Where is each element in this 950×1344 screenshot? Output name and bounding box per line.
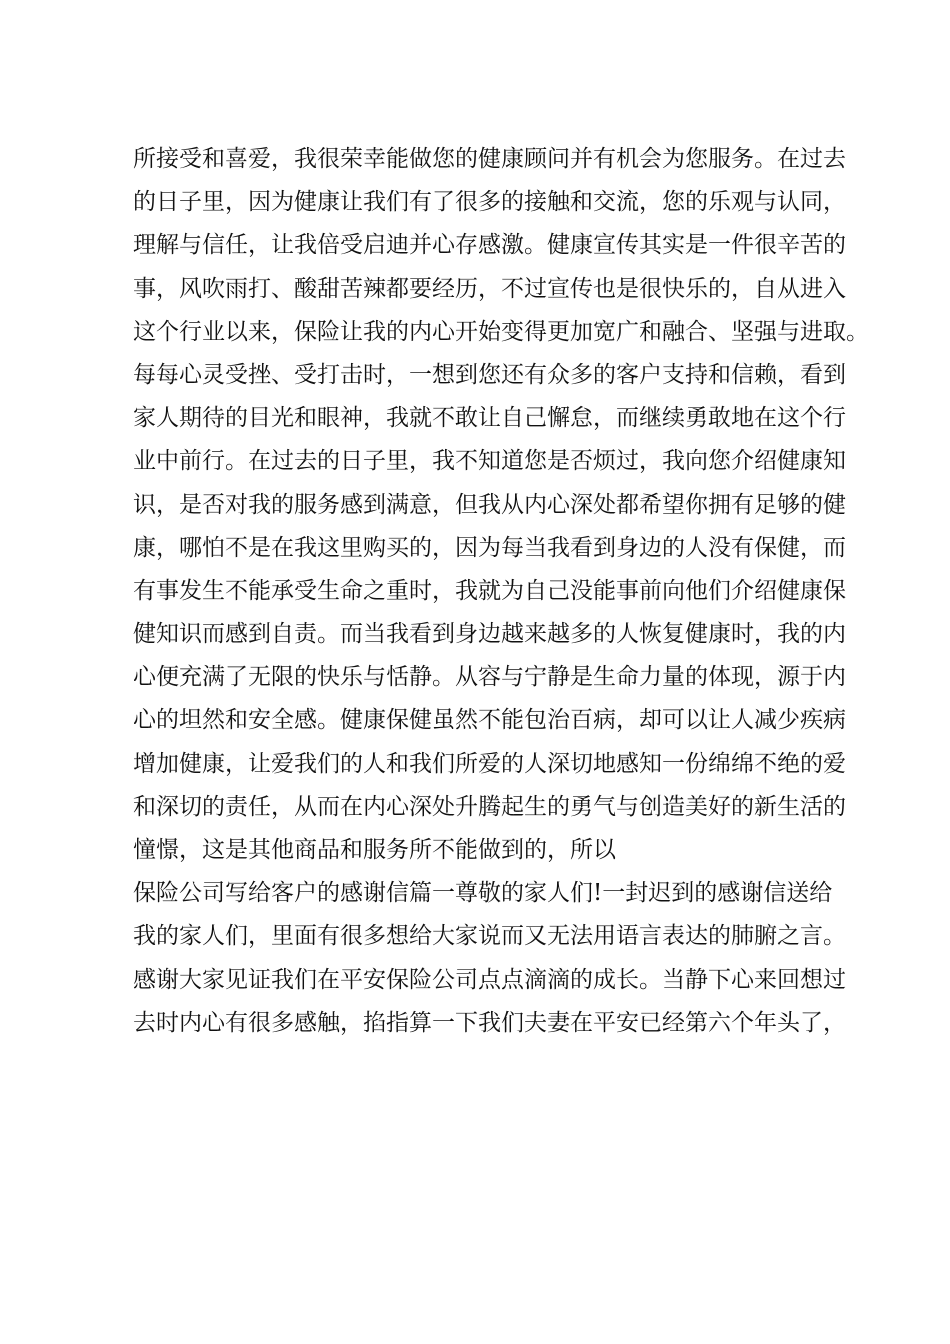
body-text [133,138,869,1045]
text-line: 识，是否对我的服务感到满意，但我从内心深处都希望你拥有足够的健 [133,491,846,518]
text-line: 保险公司写给客户的感谢信篇一尊敬的家人们!一封迟到的感谢信送给 [133,880,833,907]
text-line: 这个行业以来，保险让我的内心开始变得更加宽广和融合、坚强与进取。 [133,318,869,345]
text-line: 健知识而感到自责。而当我看到身边越来越多的人恢复健康时，我的内 [133,621,846,648]
text-line: 事，风吹雨打、酸甜苦辣都要经历，不过宣传也是很快乐的，自从进入 [133,275,846,302]
text-line: 业中前行。在过去的日子里，我不知道您是否烦过，我向您介绍健康知 [133,448,846,475]
text-line: 心便充满了无限的快乐与恬静。从容与宁静是生命力量的体现，源于内 [133,664,846,691]
text-line: 感谢大家见证我们在平安保险公司点点滴滴的成长。当静下心来回想过 [133,966,846,993]
text-line: 去时内心有很多感触，掐指算一下我们夫妻在平安已经第六个年头了， [133,1009,846,1036]
text-line: 康，哪怕不是在我这里购买的，因为每当我看到身边的人没有保健，而 [133,534,846,561]
text-line: 的日子里，因为健康让我们有了很多的接触和交流，您的乐观与认同， [133,189,846,216]
text-line: 有事发生不能承受生命之重时，我就为自己没能事前向他们介绍健康保 [133,577,846,604]
text-line: 每每心灵受挫、受打击时，一想到您还有众多的客户支持和信赖，看到 [133,361,846,388]
text-line: 和深切的责任，从而在内心深处升腾起生的勇气与创造美好的新生活的 [133,793,846,820]
text-line: 家人期待的目光和眼神，我就不敢让自己懈怠，而继续勇敢地在这个行 [133,405,846,432]
text-line: 憧憬，这是其他商品和服务所不能做到的，所以 [133,837,616,863]
text-line: 心的坦然和安全感。健康保健虽然不能包治百病，却可以让人减少疾病 [133,707,846,734]
text-line: 理解与信任，让我倍受启迪并心存感激。健康宣传其实是一件很辛苦的 [133,232,846,259]
text-line: 所接受和喜爱，我很荣幸能做您的健康顾问并有机会为您服务。在过去 [133,146,846,172]
text-line: 我的家人们，里面有很多想给大家说而又无法用语言表达的肺腑之言。 [133,923,846,950]
text-line: 增加健康，让爱我们的人和我们所爱的人深切地感知一份绵绵不绝的爱 [133,750,846,777]
